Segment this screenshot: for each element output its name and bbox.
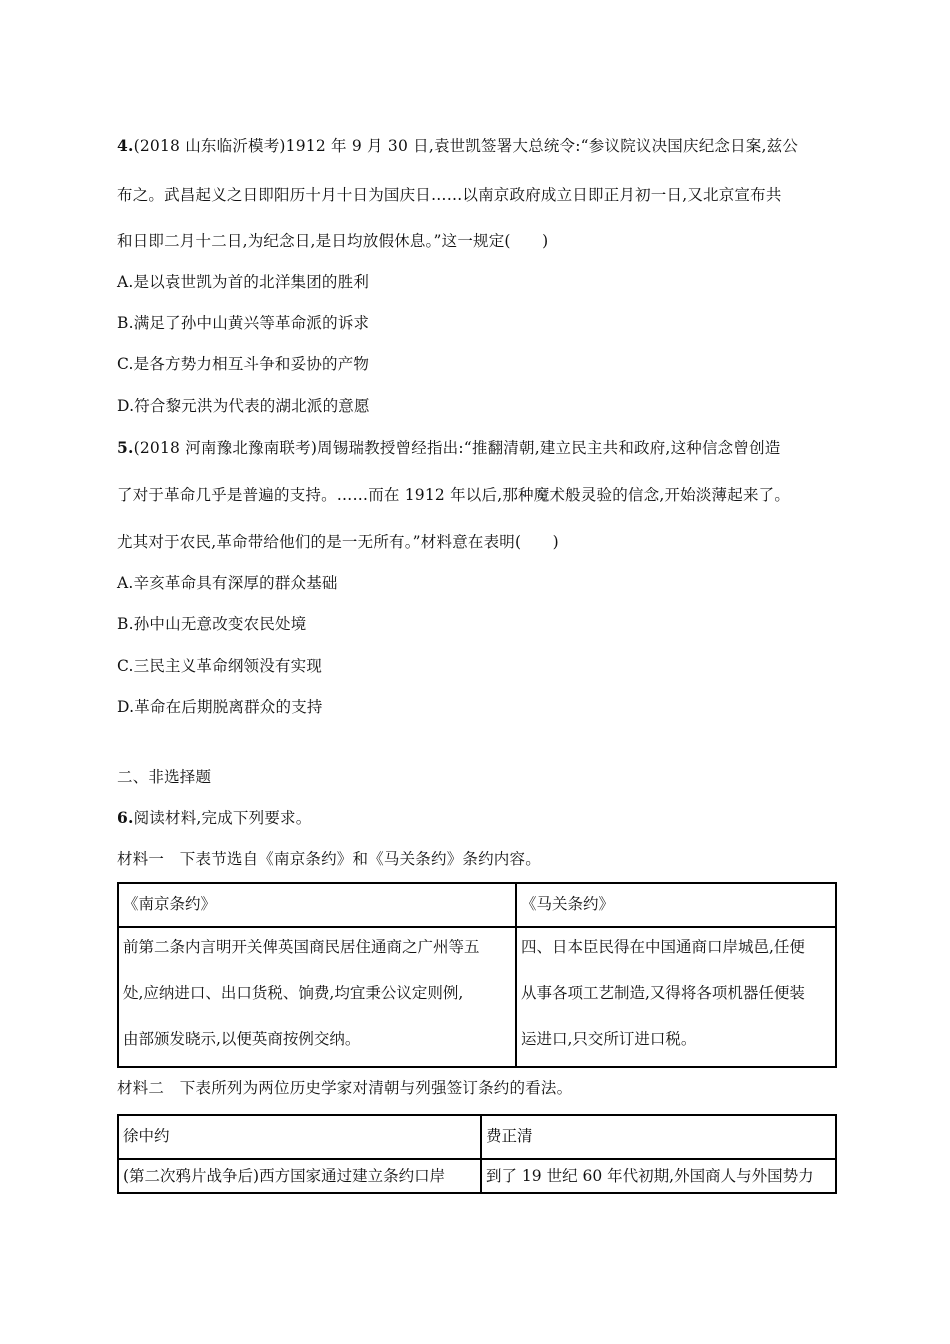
- q4-option-b: B.满足了孙中山黄兴等革命派的诉求: [117, 314, 370, 332]
- material-2-header-row: [118, 1115, 836, 1159]
- material-2-header-xu: 徐中约: [118, 1115, 481, 1159]
- q4-line-1: 4.(2018 山东临沂模考)1912 年 9 月 30 日,袁世凯签署大总统令:“参议院议决国庆纪念日案,兹公: [117, 136, 799, 155]
- q6-prompt: 6.阅读材料,完成下列要求。: [117, 808, 312, 827]
- material-2-intro: 材料二 下表所列为两位历史学家对清朝与列强签订条约的看法。: [117, 1079, 573, 1097]
- material-1-header-maguan: 《马关条约》: [516, 883, 836, 927]
- q5-line-2: 了对于革命几乎是普遍的支持。……而在 1912 年以后,那种魔术般灵验的信念,开始淡薄起来了。: [117, 486, 791, 504]
- material-2-content-row: [118, 1159, 836, 1193]
- material-1-table: [117, 882, 837, 1068]
- material-1-cell-maguan: 四、日本臣民得在中国通商口岸城邑,任便 从事各项工艺制造,又得将各项机器任便装 运进口,只交所订进口税。: [516, 927, 836, 1067]
- q4-line-3: 和日即二月十二日,为纪念日,是日均放假休息。”这一规定( ): [117, 232, 549, 250]
- q4-line-2: 布之。武昌起义之日即阳历十月十日为国庆日……以南京政府成立日即正月初一日,又北京宣布共: [117, 186, 782, 204]
- material-1-intro: 材料一 下表节选自《南京条约》和《马关条约》条约内容。: [117, 850, 541, 868]
- q6-number: 6.: [117, 808, 134, 827]
- q4-option-c: C.是各方势力相互斗争和妥协的产物: [117, 355, 370, 373]
- q5-line-3: 尤其对于农民,革命带给他们的是一无所有。”材料意在表明( ): [117, 533, 559, 551]
- material-2-table: [117, 1114, 837, 1194]
- q5-number: 5.: [117, 438, 134, 457]
- q4-option-d: D.符合黎元洪为代表的湖北派的意愿: [117, 397, 370, 415]
- q4-option-a: A.是以袁世凯为首的北洋集团的胜利: [117, 273, 370, 291]
- material-1-header-row: [118, 883, 836, 927]
- q5-option-a: A.辛亥革命具有深厚的群众基础: [117, 574, 338, 592]
- q5-option-d: D.革命在后期脱离群众的支持: [117, 698, 323, 716]
- section-2-title: 二、非选择题: [117, 768, 212, 786]
- q5-option-c: C.三民主义革命纲领没有实现: [117, 657, 323, 675]
- material-1-header-nanjing: 《南京条约》: [118, 883, 516, 927]
- material-2-cell-xu: (第二次鸦片战争后)西方国家通过建立条约口岸: [118, 1159, 481, 1193]
- q5-line-1: 5.(2018 河南豫北豫南联考)周锡瑞教授曾经指出:“推翻清朝,建立民主共和政府,这种信念曾创造: [117, 438, 781, 457]
- material-1-content-row: [118, 927, 836, 1067]
- q4-number: 4.: [117, 136, 134, 155]
- q5-option-b: B.孙中山无意改变农民处境: [117, 615, 307, 633]
- material-1-cell-nanjing: 前第二条内言明开关俾英国商民居住通商之广州等五 处,应纳进口、出口货税、饷费,均宜秉公议定则例, 由部颁发晓示,以便英商按例交纳。: [118, 927, 516, 1067]
- material-2-cell-fei: 到了 19 世纪 60 年代初期,外国商人与外国势力: [481, 1159, 836, 1193]
- material-2-header-fei: 费正清: [481, 1115, 836, 1159]
